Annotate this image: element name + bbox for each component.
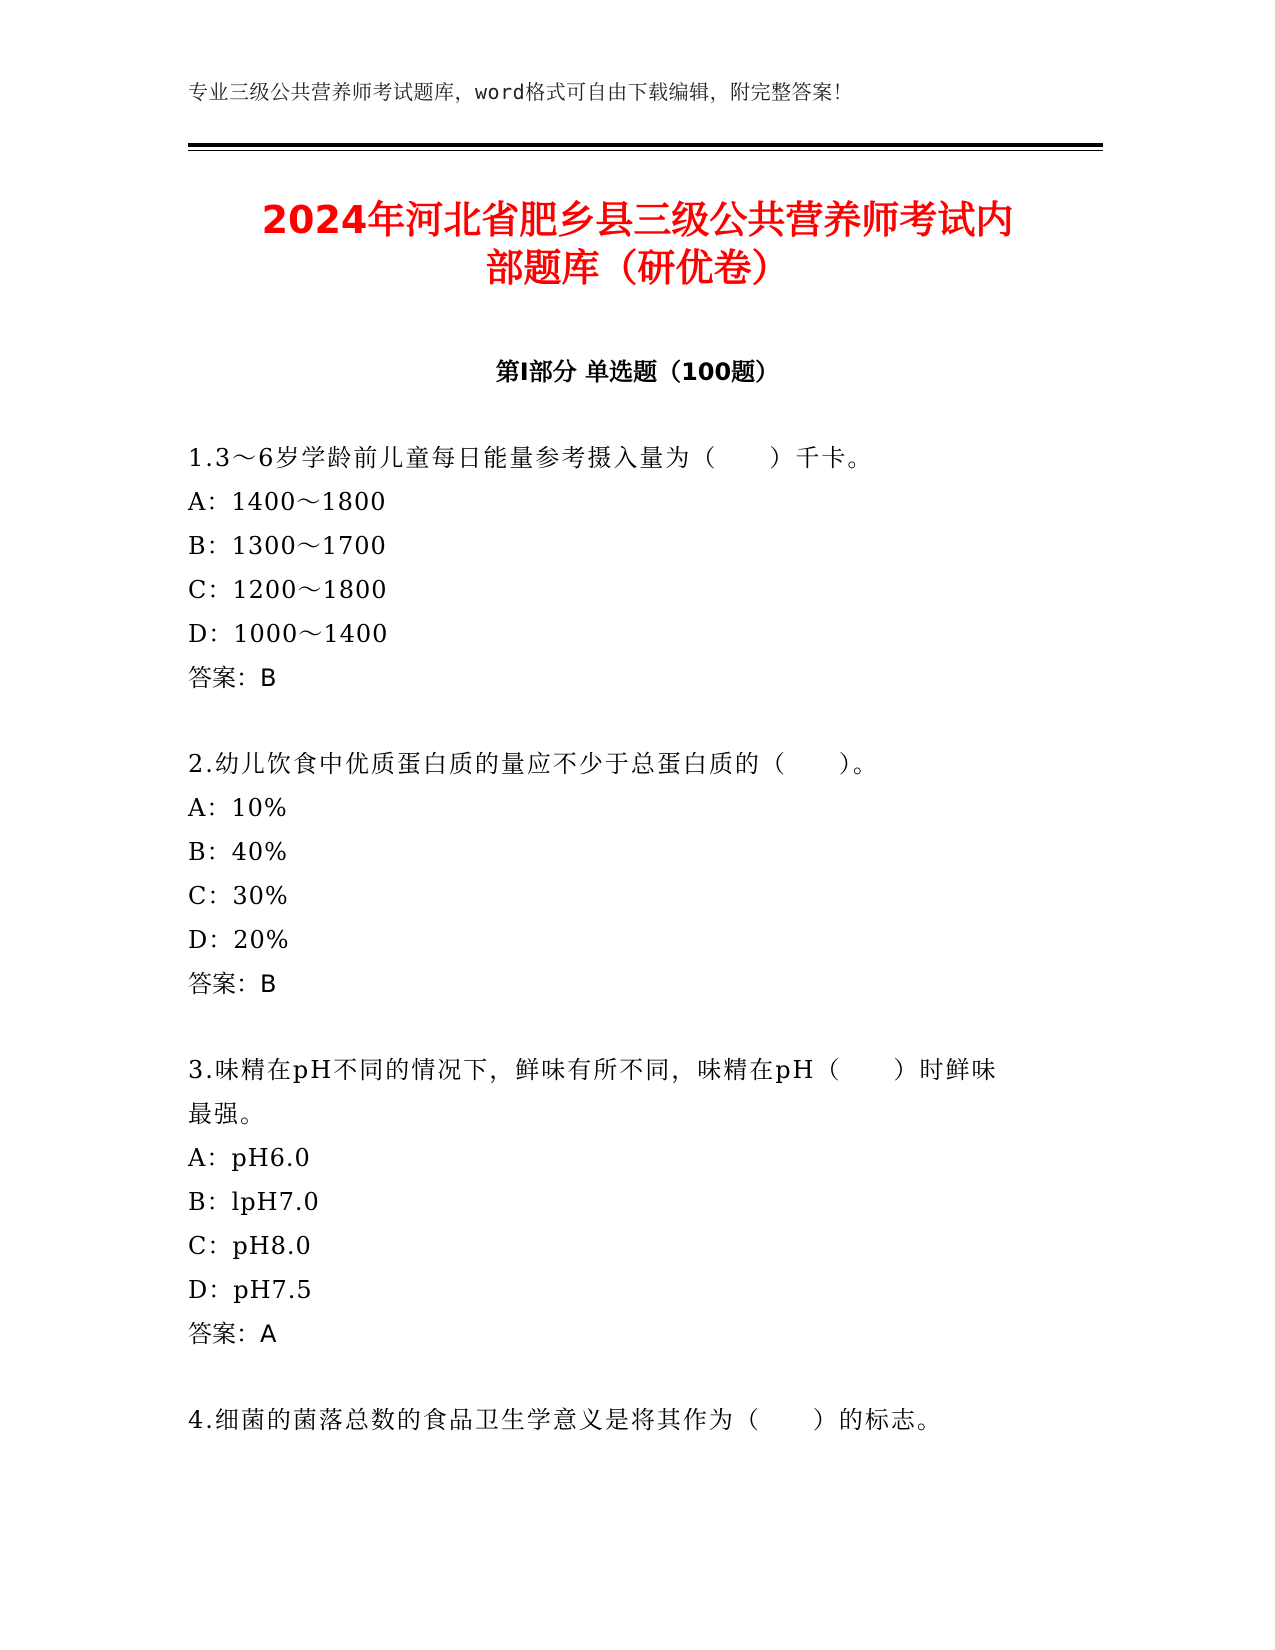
option-d: D：1000～1400 [188,620,389,648]
question-stem-line-2: 最强。 [188,1100,266,1128]
header-rule-thin [188,150,1103,151]
option-b: B：1300～1700 [188,532,387,560]
question-spacer [188,1006,1088,1048]
header-note: 专业三级公共营养师考试题库，word格式可自由下载编辑，附完整答案！ [188,80,854,104]
option-c: C：1200～1800 [188,576,388,604]
option-d: D：pH7.5 [188,1276,313,1304]
option-d: D：20% [188,926,290,954]
answer: 答案：B [188,970,277,998]
option-a: A：10% [188,794,288,822]
option-c: C：30% [188,882,289,910]
option-a: A：pH6.0 [188,1144,311,1172]
question-spacer [188,700,1088,742]
option-c: C：pH8.0 [188,1232,312,1260]
question-stem: 2.幼儿饮食中优质蛋白质的量应不少于总蛋白质的（ ）。 [188,750,879,778]
document-title-line-2: 部题库（研优卷） [485,246,790,290]
question-stem: 4.细菌的菌落总数的食品卫生学意义是将其作为（ ）的标志。 [188,1406,943,1434]
document-title-line-1: 2024年河北省肥乡县三级公共营养师考试内 [261,198,1014,242]
answer: 答案：B [188,664,277,692]
question-3 [188,1048,1088,1356]
question-stem-line-1: 3.味精在pH不同的情况下，鲜味有所不同，味精在pH（ ）时鲜味 [188,1056,998,1084]
question-2 [188,742,1088,1006]
option-a: A：1400～1800 [188,488,387,516]
option-b: B：40% [188,838,288,866]
question-4 [188,1398,1088,1442]
section-title: 第Ⅰ部分 单选题（100题） [495,358,780,386]
answer: 答案：A [188,1320,277,1348]
question-1 [188,436,1088,700]
document-title [150,196,1125,292]
question-list [188,436,1088,1442]
header-rule-thick [188,143,1103,147]
question-stem: 1.3～6岁学龄前儿童每日能量参考摄入量为（ ）千卡。 [188,444,874,472]
question-spacer [188,1356,1088,1398]
option-b: B：lpH7.0 [188,1188,320,1216]
